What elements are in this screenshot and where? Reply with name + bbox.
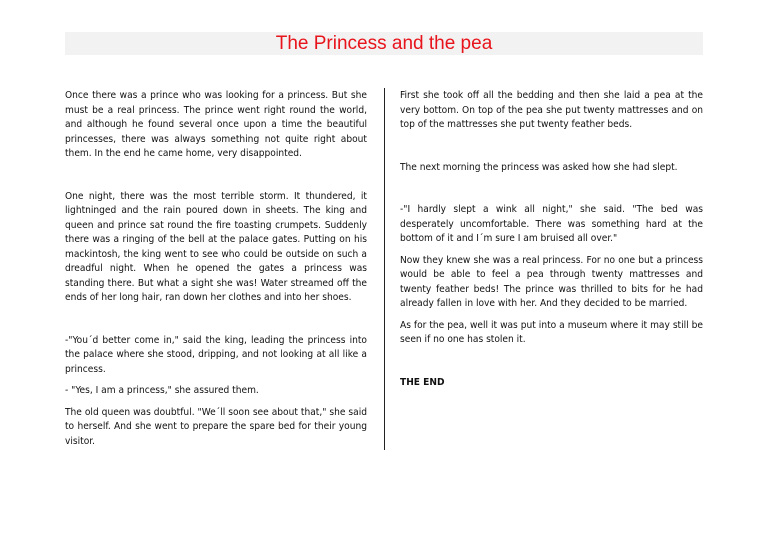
- paragraph: Once there was a prince who was looking for a princess. But she must be a real princess. The prince went right round the world, and although he found several once upon a time the beautiful princesses, there was always something not quite right about them. In the end he came home, very disappointed.: [65, 90, 367, 159]
- paragraph: Now they knew she was a real princess. For no one but a princess would be able to feel a pea through twenty mattresses and twenty feather beds! The prince was thrilled to bits for he had already fallen in love with her. And they decided to be married.: [400, 254, 703, 309]
- paragraph: As for the pea, well it was put into a museum where it may still be seen if no one has stolen it.: [400, 319, 703, 345]
- the-end-label: THE END: [400, 376, 445, 388]
- paragraph: -"You´d better come in," said the king, leading the princess into the palace where she stood, dripping, and not looking at all like a princess.: [65, 334, 367, 375]
- title-banner: [65, 32, 703, 55]
- left-column: [65, 89, 367, 449]
- paragraph: -"I hardly slept a wink all night," she said. "The bed was desperately uncomfortable. There was something hard at the bottom of it and I´m sure I am bruised all over.": [400, 204, 703, 244]
- right-column: [400, 89, 703, 390]
- paragraph: - "Yes, I am a princess," she assured them.: [65, 385, 259, 396]
- paragraph: The next morning the princess was asked how she had slept.: [400, 161, 678, 173]
- page-title: The Princess and the pea: [275, 33, 493, 54]
- paragraph: First she took off all the bedding and then she laid a pea at the very bottom. On top of the pea she put twenty mattresses and on top of the mattresses she put twenty feather beds.: [400, 90, 703, 130]
- column-divider: [384, 88, 385, 450]
- paragraph: One night, there was the most terrible storm. It thundered, it lightninged and the rain poured down in sheets. The king and queen and prince sat round the fire toasting crumpets. Suddenly there was a ringing of the bell at the palace gates. Putting on his mackintosh, the king went to see who could be outside on such a dreadful night. When he opened the gates a princess was standing there. But what a sight she was! Water streamed off the ends of her long hair, ran down her clothes and into her shoes.: [65, 190, 367, 303]
- paragraph: The old queen was doubtful. "We´ll soon see about that," she said to herself. And she went to prepare the spare bed for their young visitor.: [65, 406, 367, 447]
